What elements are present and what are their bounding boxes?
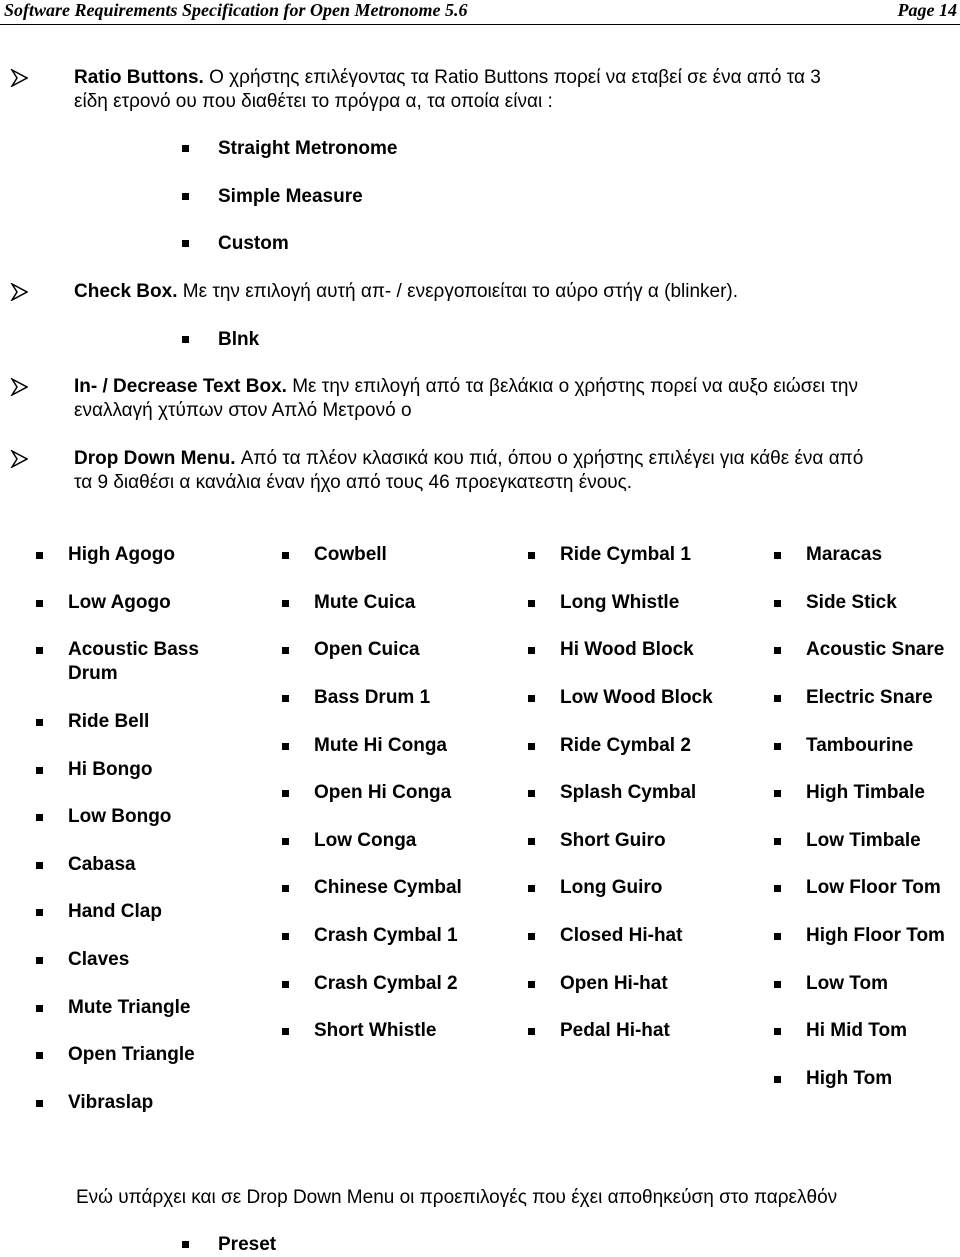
square-bullet-icon [774, 1028, 781, 1035]
square-bullet-icon [774, 647, 781, 654]
instrument-item: Ride Cymbal 2 [560, 734, 691, 758]
square-bullet-icon [774, 933, 781, 940]
square-bullet-icon [182, 193, 189, 200]
document-title: Software Requirements Specification for Open Metronome 5.6 [4, 0, 468, 20]
square-bullet-icon [36, 814, 43, 821]
instrument-item: Open Triangle [68, 1043, 195, 1067]
square-bullet-icon [36, 957, 43, 964]
square-bullet-icon [36, 552, 43, 559]
checkbox-line: Check Box. Με την επιλογή αυτή απ- / ενεργοποιείται το αύρο στήγ α (blinker). [74, 281, 739, 302]
square-bullet-icon [36, 1100, 43, 1107]
ratio-option-custom: Custom [218, 233, 289, 254]
instrument-item: Low Bongo [68, 805, 171, 829]
square-bullet-icon [36, 862, 43, 869]
page-number: Page 14 [897, 0, 957, 20]
square-bullet-icon [774, 695, 781, 702]
instrument-item: Acoustic Snare [806, 638, 944, 662]
instrument-item: High Timbale [806, 781, 925, 805]
instrument-item: Cabasa [68, 853, 136, 877]
square-bullet-icon [528, 790, 535, 797]
instrument-item: Mute Cuica [314, 591, 415, 615]
instrument-item: Ride Bell [68, 710, 149, 734]
instrument-item: Crash Cymbal 1 [314, 924, 458, 948]
square-bullet-icon [774, 885, 781, 892]
square-bullet-icon [282, 790, 289, 797]
arrow-bullet-icon [10, 69, 28, 87]
square-bullet-icon [282, 981, 289, 988]
square-bullet-icon [282, 933, 289, 940]
square-bullet-icon [528, 695, 535, 702]
square-bullet-icon [36, 647, 43, 654]
square-bullet-icon [774, 552, 781, 559]
square-bullet-icon [182, 336, 189, 343]
instrument-item: Closed Hi-hat [560, 924, 682, 948]
instrument-item: Side Stick [806, 591, 897, 615]
instrument-item: Hi Wood Block [560, 638, 694, 662]
square-bullet-icon [282, 885, 289, 892]
square-bullet-icon [528, 743, 535, 750]
square-bullet-icon [528, 885, 535, 892]
instrument-item: Pedal Hi-hat [560, 1019, 670, 1043]
dropdown-line-2: τα 9 διαθέσι α κανάλια έναν ήχο από τους 46 προεγκατεστη ένους. [74, 472, 633, 493]
instrument-item: Low Wood Block [560, 686, 713, 710]
ratio-option-straight: Straight Metronome [218, 138, 398, 159]
arrow-bullet-icon [10, 450, 28, 468]
instrument-item: Mute Hi Conga [314, 734, 447, 758]
square-bullet-icon [774, 1076, 781, 1083]
instrument-item: High Agogo [68, 543, 175, 567]
square-bullet-icon [36, 767, 43, 774]
preset-option: Preset [218, 1234, 277, 1255]
square-bullet-icon [774, 790, 781, 797]
instrument-item: Cowbell [314, 543, 387, 567]
instrument-item: Maracas [806, 543, 882, 567]
instrument-item: Splash Cymbal [560, 781, 696, 805]
square-bullet-icon [36, 600, 43, 607]
square-bullet-icon [774, 981, 781, 988]
square-bullet-icon [528, 933, 535, 940]
instrument-item: Vibraslap [68, 1091, 153, 1115]
instrument-item: High Floor Tom [806, 924, 945, 948]
instrument-item: Acoustic Bass Drum [68, 638, 228, 686]
instrument-item: Long Guiro [560, 876, 662, 900]
square-bullet-icon [182, 240, 189, 247]
instrument-item: Low Conga [314, 829, 416, 853]
square-bullet-icon [36, 719, 43, 726]
square-bullet-icon [774, 838, 781, 845]
instrument-item: Open Cuica [314, 638, 420, 662]
dropdown-line-1: Drop Down Menu. Από τα πλέον κλασικά κου πιά, όπου ο χρήστης επιλέγει για κάθε ένα από [74, 448, 864, 469]
square-bullet-icon [528, 1028, 535, 1035]
square-bullet-icon [528, 600, 535, 607]
ratio-line-1: Ratio Buttons. Ο χρήστης επιλέγοντας τα Ratio Buttons πορεί να εταβεί σε ένα από τα 3 [74, 67, 821, 88]
check-option-blnk: Blnk [218, 329, 260, 350]
instrument-item: Ride Cymbal 1 [560, 543, 691, 567]
instrument-item: Claves [68, 948, 129, 972]
instrument-item: Bass Drum 1 [314, 686, 430, 710]
square-bullet-icon [182, 145, 189, 152]
instrument-item: Low Floor Tom [806, 876, 941, 900]
square-bullet-icon [36, 909, 43, 916]
square-bullet-icon [528, 647, 535, 654]
square-bullet-icon [528, 838, 535, 845]
instrument-item: Short Guiro [560, 829, 666, 853]
instrument-item: Electric Snare [806, 686, 933, 710]
instrument-item: Open Hi-hat [560, 972, 668, 996]
square-bullet-icon [36, 1052, 43, 1059]
instrument-item: Open Hi Conga [314, 781, 451, 805]
spin-line-2: εναλλαγή χτύπων στον Απλό Μετρονό ο [74, 400, 412, 421]
square-bullet-icon [528, 981, 535, 988]
square-bullet-icon [774, 600, 781, 607]
instrument-item: Low Agogo [68, 591, 171, 615]
instrument-item: Mute Triangle [68, 996, 190, 1020]
spin-line-1: In- / Decrease Text Box. Με την επιλογή από τα βελάκια ο χρήστης πορεί να αυξο ειώσει την [74, 376, 858, 397]
arrow-bullet-icon [10, 283, 28, 301]
square-bullet-icon [36, 1005, 43, 1012]
instrument-item: Hi Bongo [68, 758, 152, 782]
square-bullet-icon [282, 743, 289, 750]
instrument-item: Chinese Cymbal [314, 876, 462, 900]
instrument-item: Tambourine [806, 734, 913, 758]
instrument-item: Crash Cymbal 2 [314, 972, 458, 996]
instrument-item: Hand Clap [68, 900, 162, 924]
square-bullet-icon [282, 838, 289, 845]
square-bullet-icon [282, 647, 289, 654]
square-bullet-icon [528, 552, 535, 559]
square-bullet-icon [282, 600, 289, 607]
ratio-option-simple: Simple Measure [218, 186, 363, 207]
instrument-item: Short Whistle [314, 1019, 436, 1043]
ratio-line-2: είδη ετρονό ου που διαθέτει το πρόγρα α, τα οποία είναι : [74, 91, 553, 112]
square-bullet-icon [282, 695, 289, 702]
instrument-item: Low Tom [806, 972, 888, 996]
square-bullet-icon [182, 1241, 189, 1248]
instrument-item: Low Timbale [806, 829, 921, 853]
header-rule [0, 24, 960, 25]
instrument-item: Hi Mid Tom [806, 1019, 907, 1043]
preset-paragraph: Ενώ υπάρχει και σε Drop Down Menu οι προεπιλογές που έχει αποθηκεύση στο παρελθόν [76, 1187, 838, 1208]
square-bullet-icon [282, 1028, 289, 1035]
square-bullet-icon [282, 552, 289, 559]
square-bullet-icon [774, 743, 781, 750]
instrument-item: Long Whistle [560, 591, 679, 615]
arrow-bullet-icon [10, 378, 28, 396]
instrument-item: High Tom [806, 1067, 892, 1091]
